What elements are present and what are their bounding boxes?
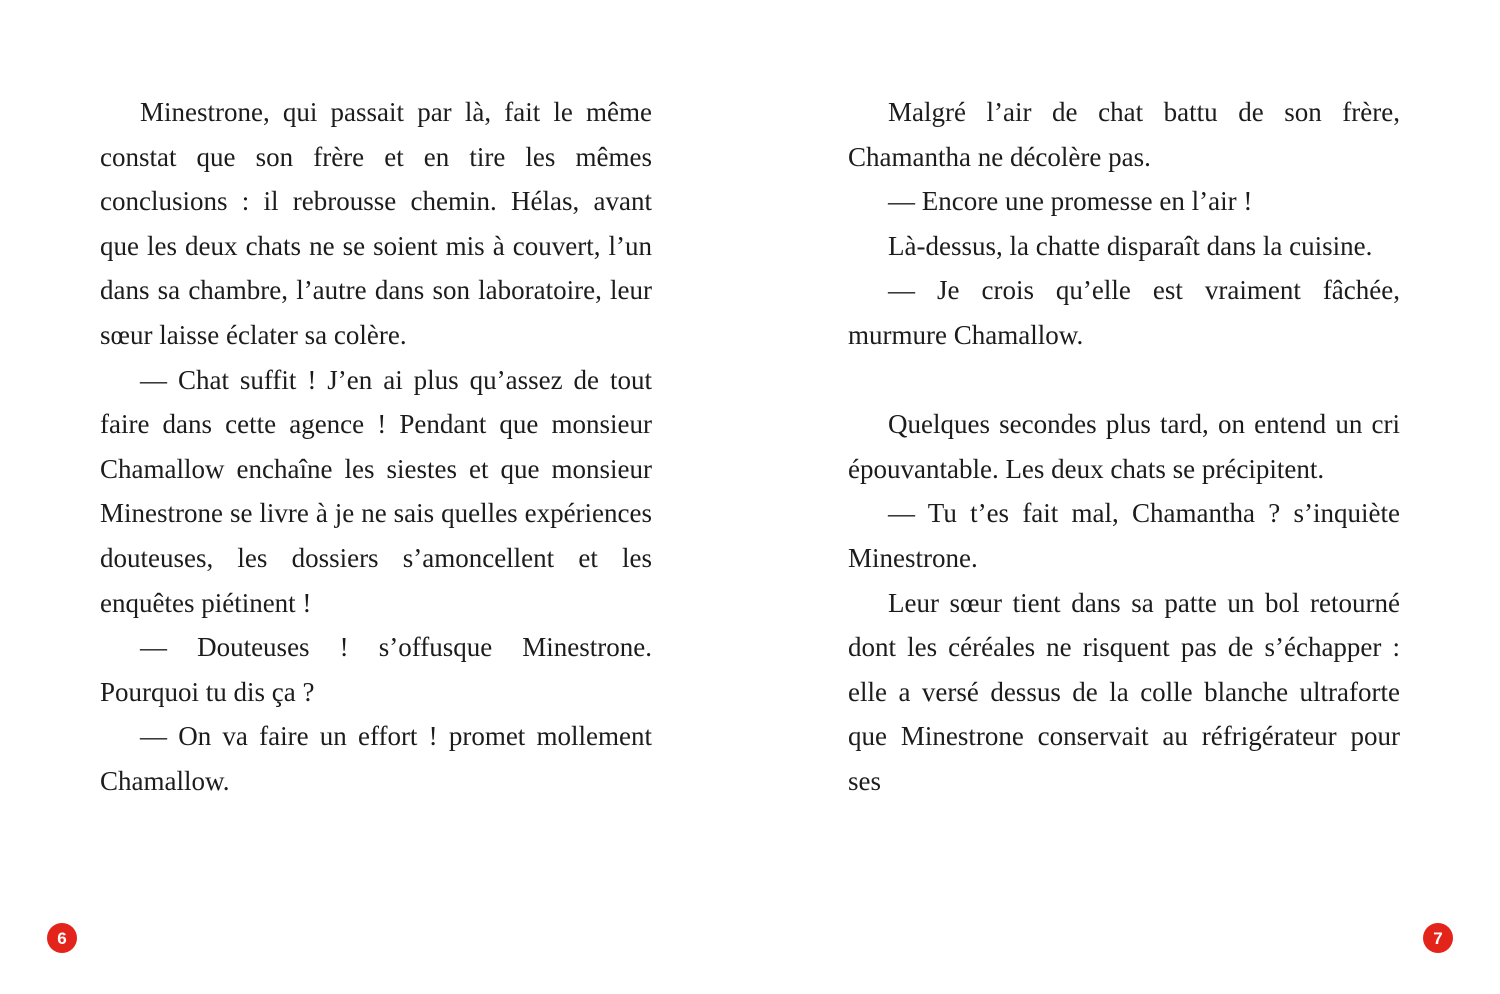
page-number-badge: 7 [1423, 923, 1453, 953]
page-left-text [100, 90, 652, 804]
paragraph: Malgré l’air de chat battu de son frère, Chamantha ne décolère pas. [848, 97, 1400, 172]
paragraph: — Tu t’es fait mal, Chamantha ? s’inquiète Minestrone. [848, 498, 1400, 573]
paragraph: — Encore une promesse en l’air ! [888, 186, 1253, 217]
paragraph: — Je crois qu’elle est vraiment fâchée, murmure Chamallow. [848, 275, 1400, 350]
paragraph: — On va faire un effort ! promet mollement Chamallow. [100, 721, 652, 796]
page-right-text [848, 90, 1400, 804]
paragraph: — Douteuses ! s’offusque Minestrone. Pourquoi tu dis ça ? [100, 632, 652, 707]
paragraph: — Chat suffit ! J’en ai plus qu’assez de tout faire dans cette agence ! Pendant que monsieur Chamallow enchaîne les siestes et que monsieur Minestrone se livre à je ne sais quelles expériences douteuses, les dossiers s’amoncellent et les enquêtes piétinent ! [100, 364, 652, 618]
paragraph: Leur sœur tient dans sa patte un bol retourné dont les céréales ne risquent pas de s’échapper : elle a versé dessus de la colle blanche ultraforte que Minestrone conservait au réfrigérateur pour ses [848, 587, 1400, 796]
paragraph: Quelques secondes plus tard, on entend un cri épouvantable. Les deux chats se précipitent. [848, 409, 1400, 484]
page-right [750, 0, 1500, 994]
page-number-badge: 6 [47, 923, 77, 953]
paragraph: Là-dessus, la chatte disparaît dans la cuisine. [888, 230, 1373, 261]
paragraph: Minestrone, qui passait par là, fait le même constat que son frère et en tire les mêmes conclusions : il rebrousse chemin. Hélas, avant que les deux chats ne se soient mis à couvert, l’un dans sa chambre, l’autre dans son laboratoire, leur sœur laisse éclater sa colère. [100, 97, 652, 350]
